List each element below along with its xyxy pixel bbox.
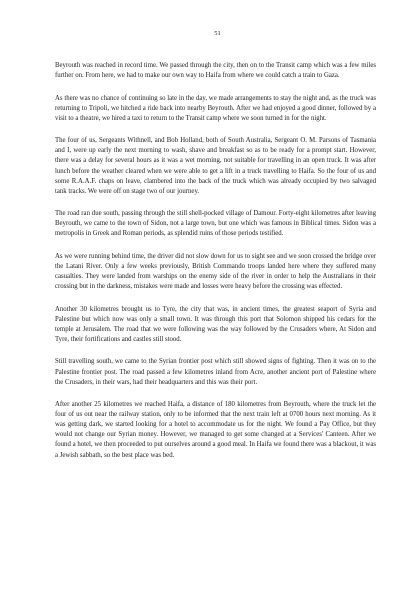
paragraph-departure-haifa: The four of us, Sergeants Withnell, and Bob Holland, both of South Australia, Sergeant O. M. Parsons of Tasmania and I, were up early the next morning to wash, shave and breakfast so as to be ready for a prompt start. However, there was a delay for several hours as it was a wet morning, not suitable for travelling in an open truck. It was after lunch before the weather cleared when we were able to get a lift in a truck travelling to Haifa. So the four of us and some R.A.A.F. chaps on leave, clambered into the back of the truck which was already occupied by two salvaged tank tracks. We were off on stage two of our journey. [55,137,376,195]
paragraph-tyre: Another 30 kilometres brought us to Tyre, the city that was, in ancient times, the greatest seaport of Syria and Palestine but which now was only a small town. It was through this port that Solomon shipped his cedars for the temple at Jerusalem. The road that we were following was the way followed by the Crusaders where, At Sidon and Tyre, their fortifications and castles still stood. [55,305,376,343]
paragraph-latani-river: As we were running behind time, the driver did not slow down for us to sight see and we soon crossed the bridge over the Latani River. Only a few weeks previously, British Commando troops landed here where they suffered many casualties. They were landed from warships on the enemy side of the river in order to help the Australians in their crossing but in the darkness, mistakes were made and losses were heavy before the crossing was effected. [55,252,376,291]
paragraph-overnight-stay: As there was no chance of continuing so late in the day, we made arrangements to stay the night and, as the truck was returning to Tripoli, we hitched a ride back into nearby Beyrouth. After we had enjoyed a good dinner, followed by a visit to a theatre, we hired a taxi to return to the Transit camp where we soon turned in for the night. [55,94,376,122]
paragraph-haifa-arrival: After another 25 kilometres we reached Haifa, a distance of 180 kilometres from Beyrouth, where the truck let the four of us out near the railway station, only to be informed that the next train left at 0700 hours next morning. As it was getting dark, we started looking for a hotel to accommodate us for the night. We found a Pay Office, but they would not change our Syrian money. However, we managed to get some changed at a Services' Canteen. After we found a hotel, we then proceeded to put ourselves around a good meal. In Haifa we found there was a blackout, it was a Jewish sabbath, so the best place was bed. [55,401,376,459]
paragraph-beyrouth-arrival: Beyrouth was reached in record time. We passed through the city, then on to the Transit camp which was a few miles further on. From here, we had to make our own way to Haifa from where we could catch a train to Gaza. [55,62,376,80]
paragraph-frontier-acre: Still travelling south, we came to the Syrian frontier post which still showed signs of fighting. Then it was on to the Palestine frontier post. The road passed a few kilometres inland from Acre, another ancient port of Palestine where the Crusaders, in their wars, had their headquarters and this was their port. [55,358,376,386]
page-number: 51 [214,30,221,37]
paragraph-damour-sidon: The road ran due south, passing through the still shell-pocked village of Damour. Forty-eight kilometres after leaving Beyrouth, we came to the town of Sidon, not a large town, but one which was famous in Biblical times. Sidon was a metropolis in Greek and Roman periods, as splendid ruins of those periods testified. [55,210,376,238]
